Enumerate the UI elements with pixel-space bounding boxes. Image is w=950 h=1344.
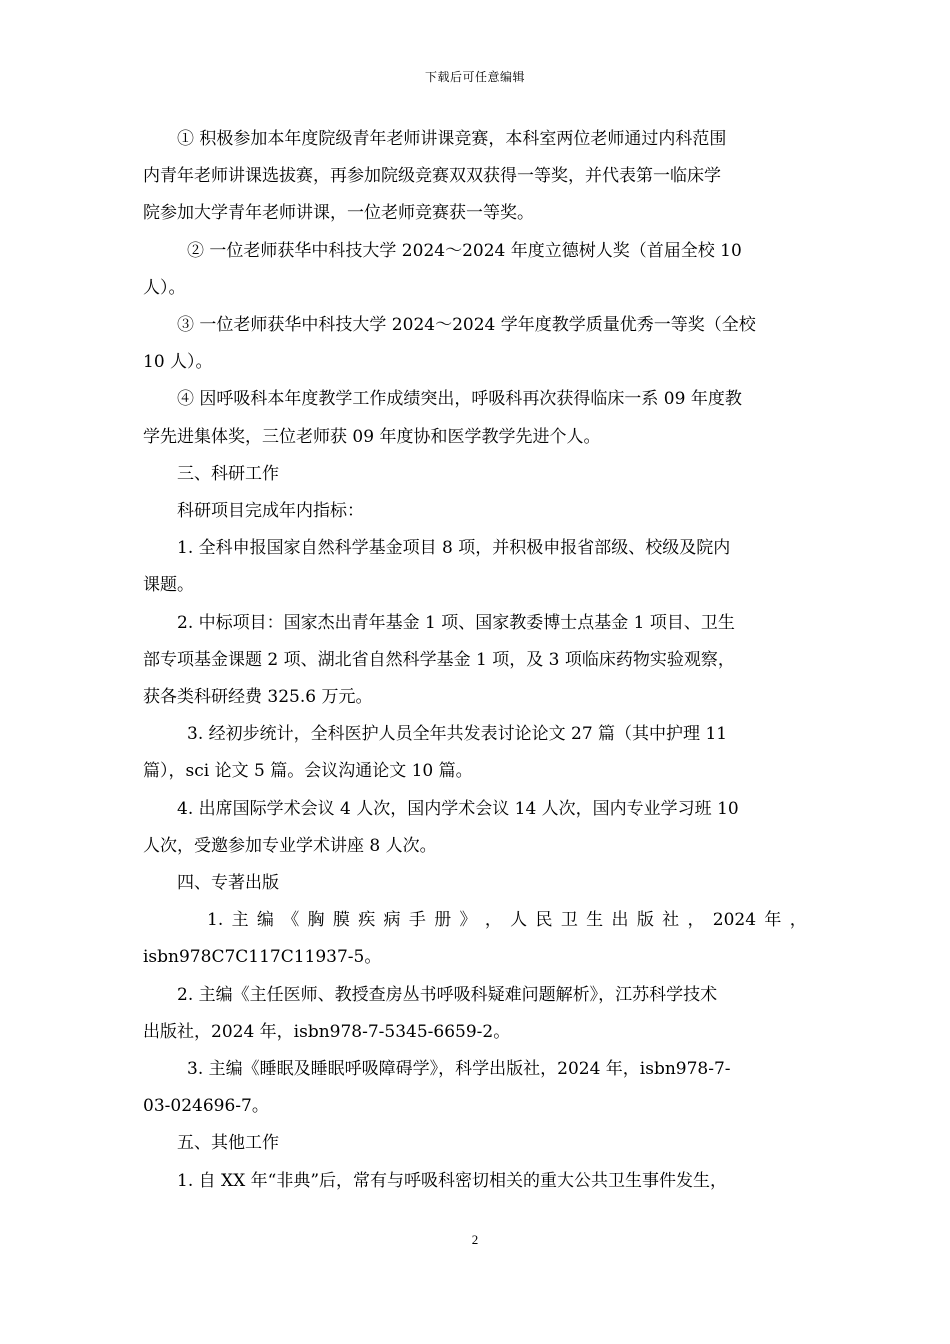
text-line: 人）。 bbox=[143, 277, 186, 298]
spread-word: ， bbox=[484, 910, 502, 931]
paragraph bbox=[143, 530, 807, 604]
text-line: 03-024696-7。 bbox=[143, 1096, 269, 1117]
text-line: 4. 出席国际学术会议 4 人次，国内学术会议 14 人次，国内专业学习班 10 bbox=[177, 798, 739, 819]
spread-word: ， bbox=[789, 910, 807, 931]
spread-word: 胸 bbox=[307, 910, 325, 931]
spread-word: 卫 bbox=[560, 910, 578, 931]
paragraph bbox=[143, 977, 807, 1051]
text-line: 2. 中标项目：国家杰出青年基金 1 项、国家教委博士点基金 1 项目、卫生 bbox=[177, 612, 735, 633]
spread-word: 出 bbox=[611, 910, 629, 931]
section-heading bbox=[143, 1125, 807, 1162]
text-line: 获各类科研经费 325.6 万元。 bbox=[143, 687, 373, 708]
text-line: 院参加大学青年老师讲课，一位老师竞赛获一等奖。 bbox=[143, 203, 534, 224]
paragraph bbox=[143, 716, 807, 790]
spread-word: 膜 bbox=[332, 910, 350, 931]
spread-word: 册 bbox=[434, 910, 452, 931]
section-heading bbox=[143, 456, 807, 493]
text-line: ③ 一位老师获华中科技大学 2024～2024 学年度教学质量优秀一等奖（全校 bbox=[177, 315, 756, 336]
document-body bbox=[143, 121, 807, 1200]
spread-word: 病 bbox=[383, 910, 401, 931]
text-line: ② 一位老师获华中科技大学 2024～2024 年度立德树人奖（首届全校 10 bbox=[187, 240, 742, 261]
spread-word: 2024 bbox=[712, 910, 757, 931]
spread-word: 1. bbox=[207, 910, 224, 931]
paragraph bbox=[143, 121, 807, 233]
spread-word: 版 bbox=[636, 910, 654, 931]
text-line: 10 人）。 bbox=[143, 352, 213, 373]
spread-word: 》 bbox=[459, 910, 477, 931]
spread-word: ， bbox=[687, 910, 705, 931]
text-line: 3. 主编《睡眠及睡眠呼吸障碍学》，科学出版社，2024 年，isbn978-7- bbox=[187, 1059, 731, 1080]
spread-word: 生 bbox=[586, 910, 604, 931]
text-line: 三、科研工作 bbox=[177, 463, 279, 484]
text-line: 内青年老师讲课选拔赛，再参加院级竞赛双双获得一等奖，并代表第一临床学 bbox=[143, 166, 721, 187]
paragraph bbox=[143, 493, 807, 530]
paragraph bbox=[143, 307, 807, 381]
spread-word: 疾 bbox=[358, 910, 376, 931]
spread-word: 编 bbox=[256, 910, 274, 931]
text-line: 1. 自 XX 年“非典”后，常有与呼吸科密切相关的重大公共卫生事件发生， bbox=[177, 1170, 728, 1191]
spread-word: 民 bbox=[535, 910, 553, 931]
text-line: 篇），sci 论文 5 篇。会议沟通论文 10 篇。 bbox=[143, 761, 473, 782]
text-line: 1. 全科申报国家自然科学基金项目 8 项，并积极申报省部级、校级及院内 bbox=[177, 538, 731, 559]
spread-word: 年 bbox=[764, 910, 782, 931]
text-line: 四、专著出版 bbox=[177, 873, 279, 894]
spread-word: 主 bbox=[231, 910, 249, 931]
text-line: ① 积极参加本年度院级青年老师讲课竞赛，本科室两位老师通过内科范围 bbox=[177, 129, 727, 149]
spread-word: 手 bbox=[408, 910, 426, 931]
paragraph bbox=[143, 233, 807, 307]
text-line: 科研项目完成年内指标： bbox=[177, 501, 364, 522]
spread-word: 人 bbox=[510, 910, 528, 931]
text-line: 五、其他工作 bbox=[177, 1133, 279, 1154]
text-line: 课题。 bbox=[143, 575, 194, 596]
text-line: isbn978C7C117C11937-5。 bbox=[143, 947, 382, 968]
text-line: 出版社，2024 年，isbn978-7-5345-6659-2。 bbox=[143, 1021, 511, 1042]
page-number: 2 bbox=[471, 1232, 479, 1247]
page-header: 下载后可任意编辑 bbox=[424, 70, 525, 84]
text-line: 学先进集体奖，三位老师获 09 年度协和医学教学先进个人。 bbox=[143, 426, 601, 447]
text-line: 3. 经初步统计，全科医护人员全年共发表讨论论文 27 篇（其中护理 11 bbox=[187, 724, 728, 745]
spread-line bbox=[143, 902, 807, 939]
text-line: ④ 因呼吸科本年度教学工作成绩突出，呼吸科再次获得临床一系 09 年度教 bbox=[177, 389, 742, 410]
paragraph bbox=[143, 605, 807, 717]
paragraph bbox=[143, 1163, 807, 1200]
spread-word: 《 bbox=[282, 910, 300, 931]
text-line: 部专项基金课题 2 项、湖北省自然科学基金 1 项，及 3 项临床药物实验观察， bbox=[143, 649, 735, 670]
paragraph bbox=[143, 1051, 807, 1125]
text-line: 2. 主编《主任医师、教授查房丛书呼吸科疑难问题解析》，江苏科学技术 bbox=[177, 984, 718, 1005]
paragraph bbox=[143, 902, 807, 976]
paragraph bbox=[143, 381, 807, 455]
text-line: 人次，受邀参加专业学术讲座 8 人次。 bbox=[143, 835, 437, 856]
paragraph bbox=[143, 791, 807, 865]
spread-word: 社 bbox=[662, 910, 680, 931]
section-heading bbox=[143, 865, 807, 902]
